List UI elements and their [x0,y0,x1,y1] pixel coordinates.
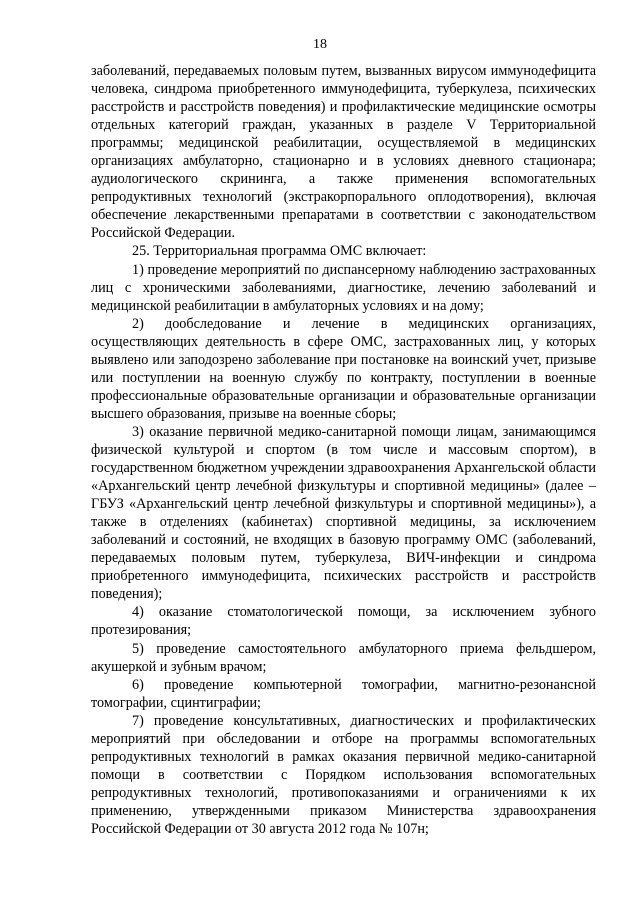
paragraph-section-25-heading: 25. Территориальная программа ОМС включает: [132,243,427,260]
paragraph-item-7: 7) проведение консультативных, диагностических и профилактических мероприятий при обследовании и отборе на программы вспомогательных репродуктивных технологий в рамках оказания первичной медико-санитарной помощи в соответствии с Порядком использования вспомогательных репродуктивных технологий, противопоказаниями и ограничениями к их применению, утвержденными приказом Министерства здравоохранения Российской Федерации от 30 августа 2012 года № 107н; [91,712,596,837]
paragraph-item-4: 4) оказание стоматологической помощи, за исключением зубного протезирования; [91,604,596,639]
paragraph-item-2: 2) дообследование и лечение в медицинских организациях, осуществляющих деятельность в сфере ОМС, застрахованных лиц, у которых выявлено или заподозрено заболевание при постановке на воинский учет, призыве или поступлении на военную службу по контракту, поступлении в военные профессиональные образовательные организации и образовательные организации высшего образования, призыве на военные сборы; [91,315,596,422]
paragraph-item-1: 1) проведение мероприятий по диспансерному наблюдению застрахованных лиц с хроническими заболеваниями, диагностике, лечению заболеваний и медицинской реабилитации в амбулаторных условиях и на дому; [91,261,596,314]
page-number: 18 [313,37,327,52]
paragraph-continuation: заболеваний, передаваемых половым путем, вызванных вирусом иммунодефицита человека, синдрома приобретенного иммунодефицита, туберкулеза, психических расстройств и расстройств поведения) и профилактические медицинские осмотры отдельных категорий граждан, указанных в разделе V Территориальной программы; медицинской реабилитации, осуществляемой в медицинских организациях амбулаторно, стационарно и в условиях дневного стационара; аудиологического скрининга, а также применения вспомогательных репродуктивных технологий (экстракорпорального оплодотворения), включая обеспечение лекарственными препаратами в соответствии с законодательством Российской Федерации. [91,63,596,242]
paragraph-item-3: 3) оказание первичной медико-санитарной помощи лицам, занимающимся физической культурой и спортом (в том числе и массовым спортом), в государственном бюджетном учреждении здравоохранения Архангельской области «Архангельский центр лечебной физкультуры и спортивной медицины» (далее – ГБУЗ «Архангельский центр лечебной физкультуры и спортивной медицины»), а также в отделениях (кабинетах) спортивной медицины, за исключением заболеваний и состояний, не входящих в базовую программу ОМС (заболеваний, передаваемых половым путем, туберкулеза, ВИЧ-инфекции и синдрома приобретенного иммунодефицита, психических расстройств и расстройств поведения); [91,423,596,603]
document-body [91,62,596,838]
paragraph-item-6: 6) проведение компьютерной томографии, магнитно-резонансной томографии, сцинтиграфии; [91,676,596,711]
paragraph-item-5: 5) проведение самостоятельного амбулаторного приема фельдшером, акушеркой и зубным врачом; [91,640,596,675]
